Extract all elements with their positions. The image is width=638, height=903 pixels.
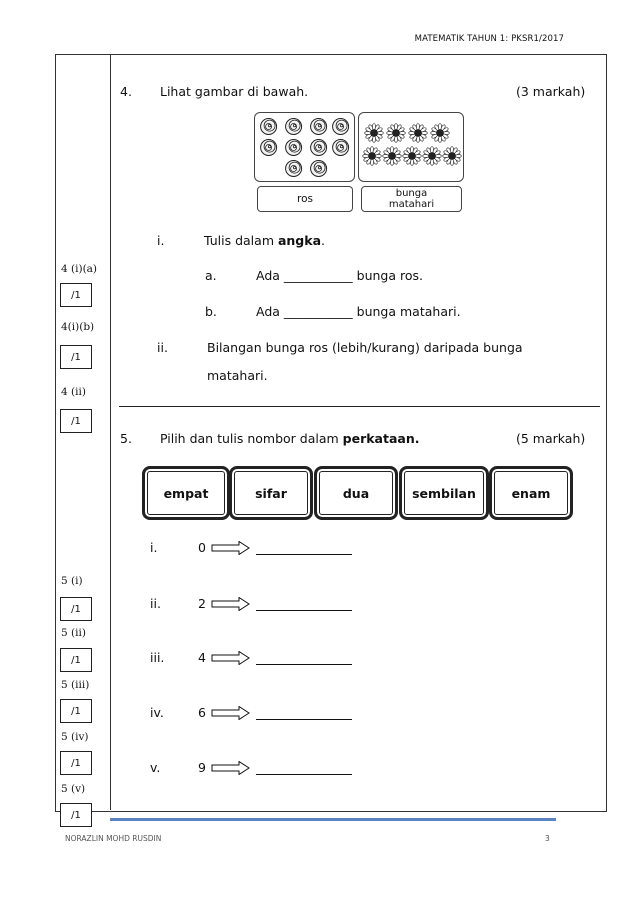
roses-box (254, 112, 355, 182)
roses-icon (255, 113, 354, 181)
arrow-right-icon (211, 651, 251, 665)
rose-icon (286, 119, 302, 135)
mark-box-4ia[interactable]: /1 (60, 283, 92, 307)
word-card-sifar[interactable]: sifar (229, 466, 313, 520)
margin-divider (110, 54, 111, 810)
q4ia-pre: Ada (256, 268, 280, 283)
rose-icon (311, 140, 327, 156)
q5-answer-blank[interactable] (256, 542, 352, 555)
q4-marks: (3 markah) (516, 84, 586, 99)
page-header: MATEMATIK TAHUN 1: PKSR1/2017 (414, 34, 564, 44)
q5-item-value: 2 (198, 596, 206, 611)
q4ia-post: bunga ros. (356, 268, 424, 283)
arrow-right-icon (211, 706, 251, 720)
q5-item-number: iv. (150, 705, 164, 720)
sunflower-icon (365, 124, 384, 143)
margin-label-5i: 5 (i) (61, 575, 83, 587)
arrow-right-icon (211, 597, 251, 611)
q5-number: 5. (120, 431, 132, 446)
section-separator (119, 406, 600, 407)
q4i-text: Tulis dalam (204, 233, 278, 248)
q5-bold: perkataan. (342, 431, 420, 446)
sunflower-icon (443, 147, 462, 166)
rose-icon (311, 161, 327, 177)
sunflower-icon (409, 124, 428, 143)
q5-item-value: 6 (198, 705, 206, 720)
mark-box-5ii[interactable]: /1 (60, 648, 92, 672)
q5-item-number: v. (150, 760, 161, 775)
word-card-empat[interactable]: empat (142, 466, 230, 520)
label-matahari (361, 186, 462, 212)
sunflower-icon (383, 147, 402, 166)
q5-item-number: i. (150, 540, 158, 555)
q5-marks: (5 markah) (516, 431, 586, 446)
rose-icon (333, 140, 349, 156)
mark-box-5iv[interactable]: /1 (60, 751, 92, 775)
sunflower-icon (403, 147, 422, 166)
flower-picture (254, 112, 464, 214)
q4ib-answer-blank[interactable]: ___________ (283, 304, 353, 319)
sunflower-icon (363, 147, 382, 166)
q4ii-line2: matahari. (207, 368, 268, 383)
q4i-end: . (321, 233, 325, 248)
footer-line (110, 818, 556, 821)
q5-text: Pilih dan tulis nombor dalam (160, 431, 343, 446)
word-card-enam[interactable]: enam (489, 466, 573, 520)
rose-icon (311, 119, 327, 135)
q5-answer-blank[interactable] (256, 762, 352, 775)
q4-number: 4. (120, 84, 132, 99)
word-card-dua[interactable]: dua (314, 466, 398, 520)
q5-item-value: 9 (198, 760, 206, 775)
footer-author: NORAZLIN MOHD RUSDIN (65, 834, 162, 843)
q4ib-number: b. (205, 304, 217, 319)
sunflowers-box (358, 112, 464, 182)
mark-box-5iii[interactable]: /1 (60, 699, 92, 723)
label-ros: ros (257, 186, 353, 212)
q5-instruction (160, 431, 420, 446)
margin-label-5iii: 5 (iii) (61, 679, 90, 691)
mark-box-4ii[interactable]: /1 (60, 409, 92, 433)
q5-item-number: iii. (150, 650, 165, 665)
margin-label-5ii: 5 (ii) (61, 627, 86, 639)
word-card-sembilan[interactable]: sembilan (399, 466, 489, 520)
q4ia-answer-blank[interactable]: ___________ (283, 268, 353, 283)
q4ia-number: a. (205, 268, 217, 283)
margin-label-4ii: 4 (ii) (61, 386, 86, 398)
mark-box-5v[interactable]: /1 (60, 803, 92, 827)
q5-item-number: ii. (150, 596, 161, 611)
q4ii-line1: Bilangan bunga ros (lebih/kurang) daripada bunga (207, 340, 523, 355)
sunflower-icon (423, 147, 442, 166)
arrow-right-icon (211, 541, 251, 555)
q4-text: Lihat gambar di bawah. (160, 84, 309, 99)
mark-box-4ib[interactable]: /1 (60, 345, 92, 369)
q4ib-line (256, 304, 461, 319)
rose-icon (261, 140, 277, 156)
q4ii-number: ii. (157, 340, 168, 355)
margin-label-5v: 5 (v) (61, 783, 86, 795)
q5-item-value: 4 (198, 650, 206, 665)
rose-icon (286, 140, 302, 156)
margin-label-5iv: 5 (iv) (61, 731, 89, 743)
q5-answer-blank[interactable] (256, 707, 352, 720)
rose-icon (333, 119, 349, 135)
label-matahari-line1: bunga (395, 188, 428, 199)
sunflowers-icon (359, 113, 463, 181)
q5-item-value: 0 (198, 540, 206, 555)
q4i-instruction (204, 233, 325, 248)
arrow-right-icon (211, 761, 251, 775)
q4i-bold: angka (277, 233, 321, 248)
q4ib-pre: Ada (256, 304, 280, 319)
q5-answer-blank[interactable] (256, 652, 352, 665)
label-matahari-line2: matahari (388, 199, 435, 210)
q5-answer-blank[interactable] (256, 598, 352, 611)
sunflower-icon (431, 124, 450, 143)
q4ib-post: bunga matahari. (356, 304, 461, 319)
mark-box-5i[interactable]: /1 (60, 597, 92, 621)
margin-label-4ia: 4 (i)(a) (61, 263, 98, 275)
sunflower-icon (387, 124, 406, 143)
footer-page: 3 (545, 834, 550, 843)
q4ia-line (256, 268, 423, 283)
rose-icon (286, 161, 302, 177)
q4i-number: i. (157, 233, 165, 248)
margin-label-4ib: 4(i)(b) (61, 321, 95, 333)
rose-icon (261, 119, 277, 135)
